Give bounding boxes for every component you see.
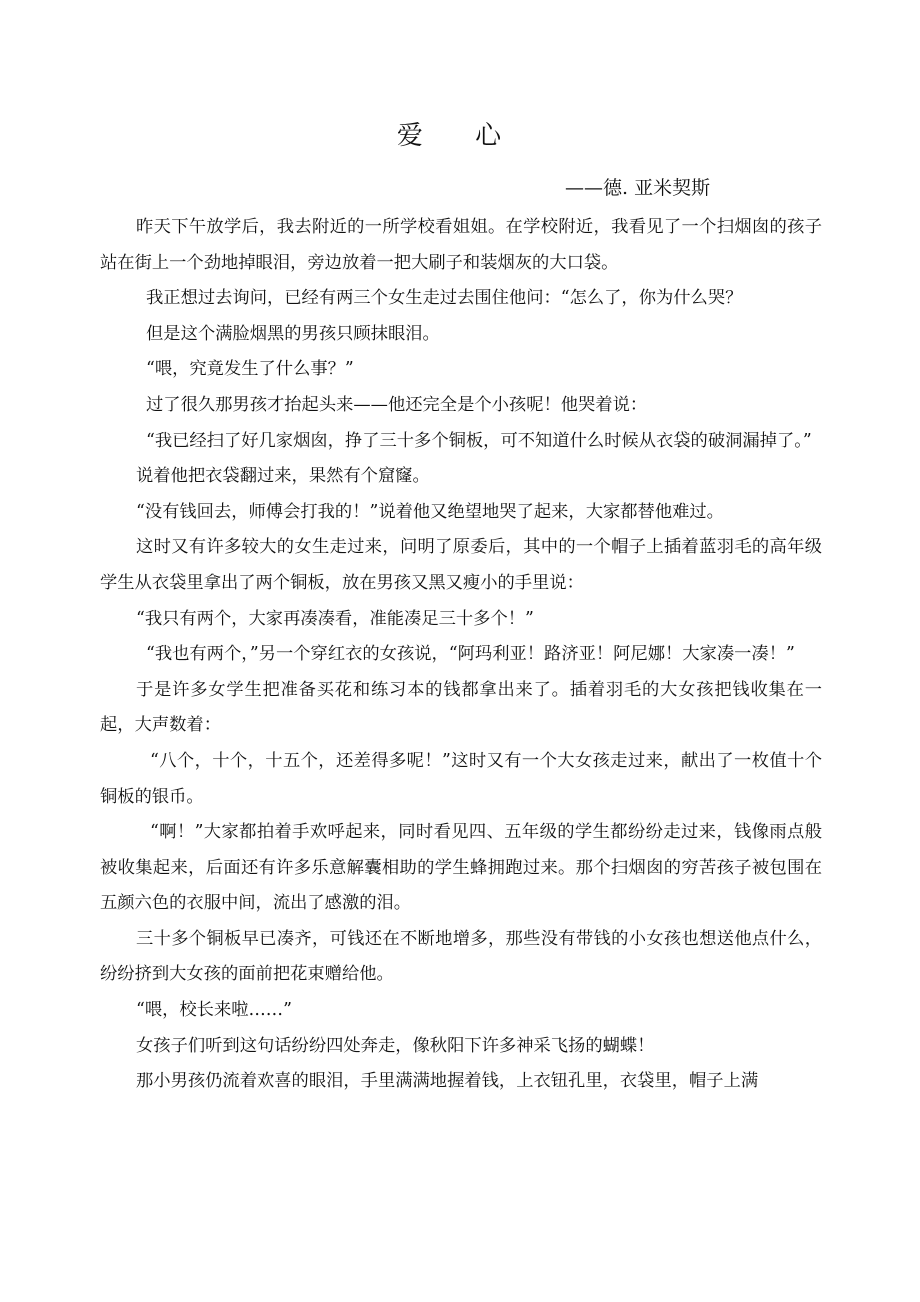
paragraph: 三十多个铜板早已凑齐，可钱还在不断地增多，那些没有带钱的小女孩也想送他点什么，纷纷挤到大女孩的面前把花束赠给他。 [100,928,822,985]
paragraph: 我正想过去询问，已经有两三个女生走过去围住他问：“怎么了，你为什么哭？ [146,288,743,309]
paragraph: “我已经扫了好几家烟囱，挣了三十多个铜板，可不知道什么时候从衣袋的破洞漏掉了。” [146,430,812,451]
paragraph: “喂，究竟发生了什么事？” [146,359,354,380]
paragraph: 昨天下午放学后，我去附近的一所学校看姐姐。在学校附近，我看见了一个扫烟囱的孩子站在街上一个劲地掉眼泪，旁边放着一把大刷子和装烟灰的大口袋。 [100,217,822,273]
paragraph: 说着他把衣袋翻过来，果然有个窟窿。 [136,466,430,487]
paragraph: “喂，校长来啦……” [136,1000,292,1021]
paragraph: 过了很久那男孩才抬起头来——他还完全是个小孩呢！他哭着说： [146,394,648,415]
paragraph: 那小男孩仍流着欢喜的眼泪，手里满满地握着钱，上衣钮孔里，衣袋里，帽子上满 [136,1071,759,1092]
paragraph: “我也有两个，”另一个穿红衣的女孩说，“阿玛利亚！路济亚！阿尼娜！大家凑一凑！” [146,644,795,665]
paragraph: “我只有两个，大家再凑凑看，准能凑足三十多个！” [136,608,534,629]
paragraph: 但是这个满脸烟黑的男孩只顾抹眼泪。 [146,323,440,344]
document-title: 爱 心 [396,121,524,151]
document-body [100,210,822,1100]
paragraph: 女孩子们听到这句话纷纷四处奔走，像秋阳下许多神采飞扬的蝴蝶！ [136,1035,655,1056]
paragraph: 这时又有许多较大的女生走过来，问明了原委后，其中的一个帽子上插着蓝羽毛的高年级学生从衣袋里拿出了两个铜板，放在男孩又黑又瘦小的手里说： [100,537,822,593]
paragraph: 于是许多女学生把准备买花和练习本的钱都拿出来了。插着羽毛的大女孩把钱收集在一起，大声数着： [100,679,822,736]
paragraph: “八个，十个，十五个，还差得多呢！”这时又有一个大女孩走过来，献出了一枚值十个铜板的银币。 [100,750,822,807]
document-author: ——德. 亚米契斯 [565,177,711,199]
paragraph: “没有钱回去，师傅会打我的！”说着他又绝望地哭了起来，大家都替他难过。 [136,501,724,522]
paragraph: “啊！”大家都拍着手欢呼起来，同时看见四、五年级的学生都纷纷走过来，钱像雨点般被收集起来，后面还有许多乐意解囊相助的学生蜂拥跑过来。那个扫烟囱的穷苦孩子被包围在五颜六色的衣服中间，流出了感激的泪。 [100,822,822,914]
